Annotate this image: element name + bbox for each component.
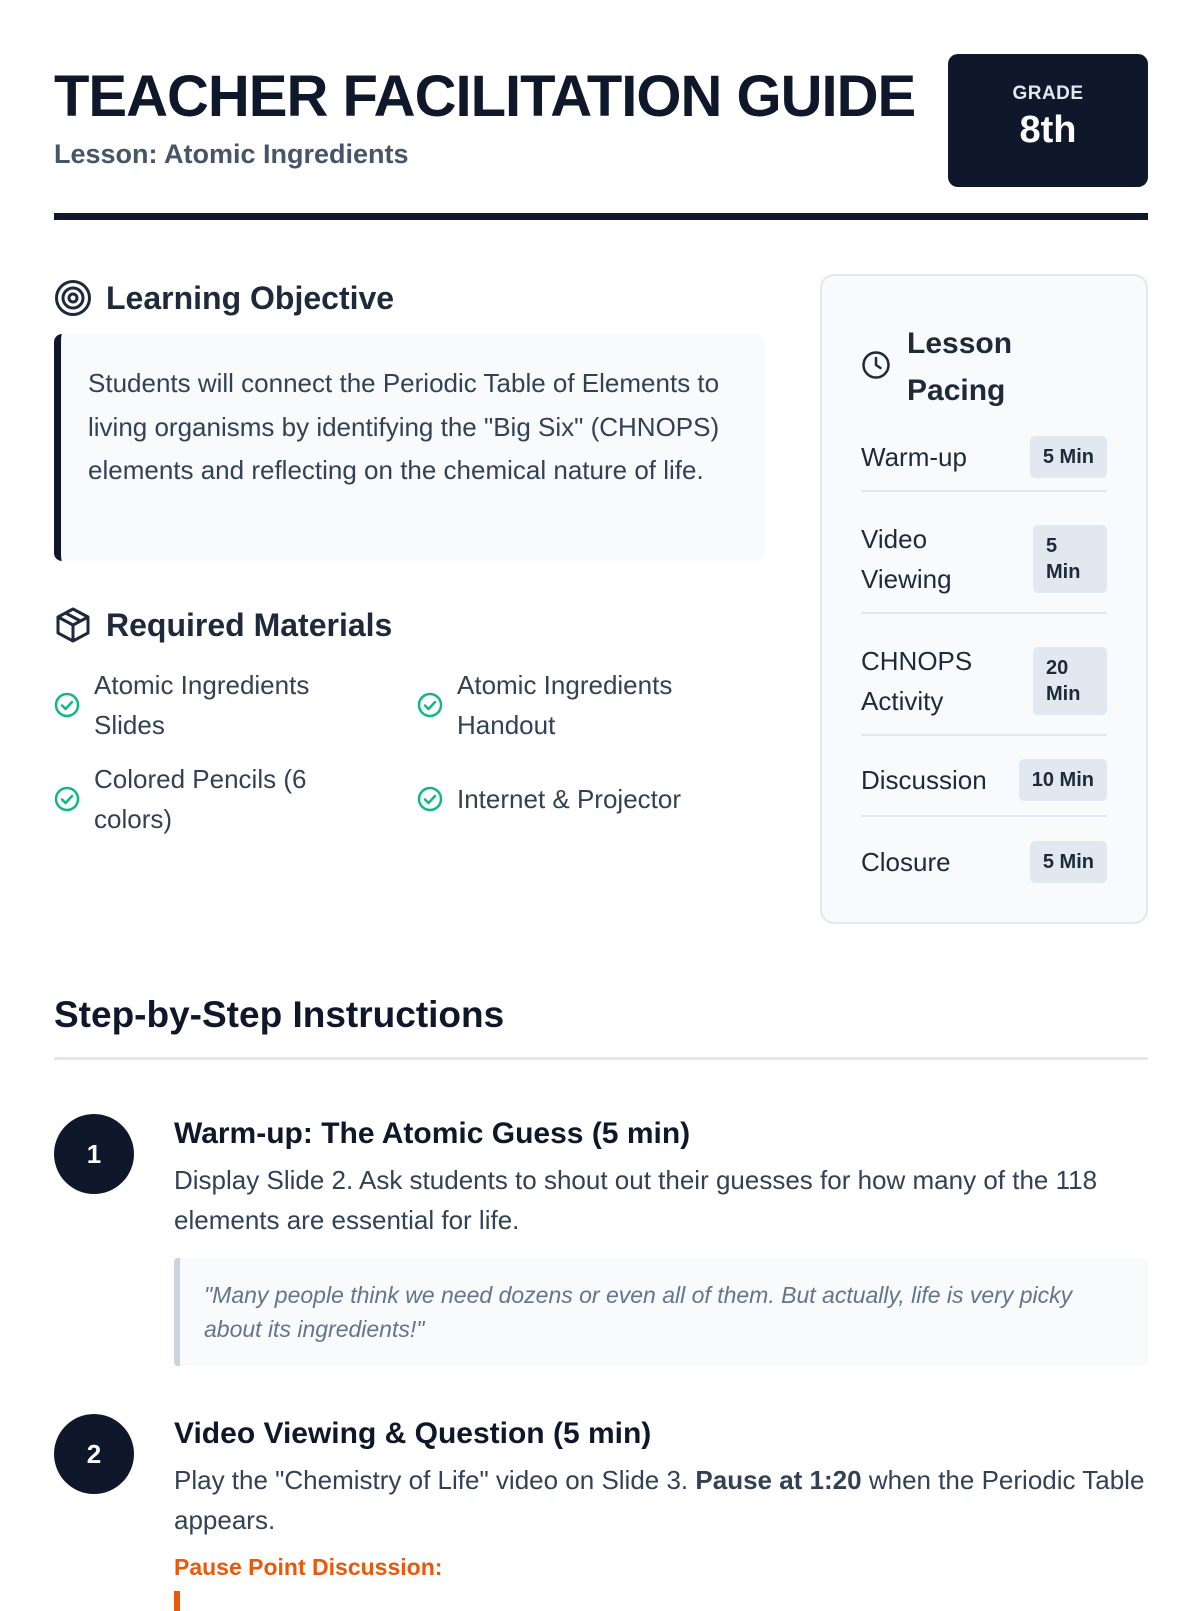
objective-heading bbox=[54, 279, 394, 317]
check-circle-icon bbox=[417, 786, 443, 812]
material-item bbox=[54, 759, 354, 839]
material-label: Internet & Projector bbox=[457, 784, 681, 814]
material-item bbox=[417, 665, 737, 745]
step-text-part: when the Periodic Table appears. bbox=[174, 1465, 1145, 1535]
target-icon bbox=[54, 279, 92, 317]
material-label: Colored Pencils (6 colors) bbox=[94, 764, 307, 834]
grade-label: GRADE bbox=[1012, 83, 1084, 104]
pause-point-label: Pause Point Discussion: bbox=[174, 1554, 443, 1580]
pacing-row bbox=[861, 641, 1107, 721]
page-title: TEACHER FACILITATION GUIDE bbox=[54, 64, 916, 129]
step-text-emphasis: Pause at 1:20 bbox=[695, 1465, 862, 1495]
step-title: Warm-up: The Atomic Guess (5 min) bbox=[174, 1117, 691, 1150]
material-item bbox=[417, 759, 757, 839]
lesson-pacing-card bbox=[820, 274, 1148, 924]
lesson-subtitle: Lesson: Atomic Ingredients bbox=[54, 139, 409, 169]
step-number: 1 bbox=[54, 1114, 134, 1194]
step-text: Display Slide 2. Ask students to shout out their guesses for how many of the 118 elements are essential for life. bbox=[174, 1165, 1098, 1235]
page-header bbox=[54, 0, 1148, 220]
facilitation-guide bbox=[54, 0, 1148, 1580]
material-label: Atomic Ingredients Handout bbox=[457, 670, 673, 740]
pacing-time-badge: 5 Min bbox=[1030, 841, 1107, 883]
pacing-label: Video Viewing bbox=[861, 524, 952, 594]
pacing-time-badge: 5 Min bbox=[1030, 436, 1107, 478]
pacing-label: CHNOPS Activity bbox=[861, 646, 973, 716]
grade-badge bbox=[948, 54, 1148, 187]
pacing-divider bbox=[861, 612, 1107, 614]
pacing-divider bbox=[861, 815, 1107, 817]
step-title: Video Viewing & Question (5 min) bbox=[174, 1417, 652, 1450]
pacing-row bbox=[861, 841, 1107, 883]
pacing-row bbox=[861, 759, 1107, 801]
material-label: Atomic Ingredients Slides bbox=[94, 670, 310, 740]
step-body bbox=[174, 1414, 1148, 1611]
package-icon bbox=[54, 606, 92, 644]
pacing-heading bbox=[861, 320, 1047, 414]
materials-heading-text: Required Materials bbox=[106, 606, 393, 643]
pacing-divider bbox=[861, 490, 1107, 492]
pacing-label: Closure bbox=[861, 847, 951, 877]
step-text bbox=[174, 1460, 1148, 1540]
step-number: 2 bbox=[54, 1414, 134, 1494]
objective-heading-text: Learning Objective bbox=[106, 279, 395, 316]
pacing-row bbox=[861, 519, 1107, 599]
steps-divider bbox=[54, 1057, 1148, 1060]
pacing-time-badge: 20 Min bbox=[1033, 647, 1107, 715]
step-quote: "Many people think we need dozens or even all of them. But actually, life is very picky about its ingredients!" bbox=[174, 1258, 1148, 1366]
step-text-part: Play the "Chemistry of Life" video on Slide 3. bbox=[174, 1465, 696, 1495]
steps-heading: Step-by-Step Instructions bbox=[54, 994, 505, 1035]
objective-card bbox=[54, 334, 765, 561]
pacing-time-badge: 10 Min bbox=[1019, 759, 1107, 801]
pacing-time-badge: 5 Min bbox=[1033, 525, 1107, 593]
header-divider bbox=[54, 213, 1148, 220]
check-circle-icon bbox=[417, 692, 443, 718]
clock-icon bbox=[861, 350, 891, 385]
check-circle-icon bbox=[54, 692, 80, 718]
pacing-label: Discussion bbox=[861, 765, 987, 795]
pause-point-marker bbox=[174, 1591, 180, 1611]
pacing-divider bbox=[861, 734, 1107, 736]
objective-text: Students will connect the Periodic Table of Elements to living organisms by identifying the "Big Six" (CHNOPS) elements and reflecting on the chemical nature of life. bbox=[88, 368, 720, 485]
material-item bbox=[54, 665, 364, 745]
grade-value: 8th bbox=[1019, 109, 1077, 151]
materials-heading bbox=[54, 606, 392, 644]
step-body bbox=[174, 1114, 1148, 1366]
check-circle-icon bbox=[54, 786, 80, 812]
pacing-label: Warm-up bbox=[861, 442, 967, 472]
pacing-heading-text: Lesson Pacing bbox=[907, 327, 1013, 407]
pacing-row bbox=[861, 436, 1107, 478]
